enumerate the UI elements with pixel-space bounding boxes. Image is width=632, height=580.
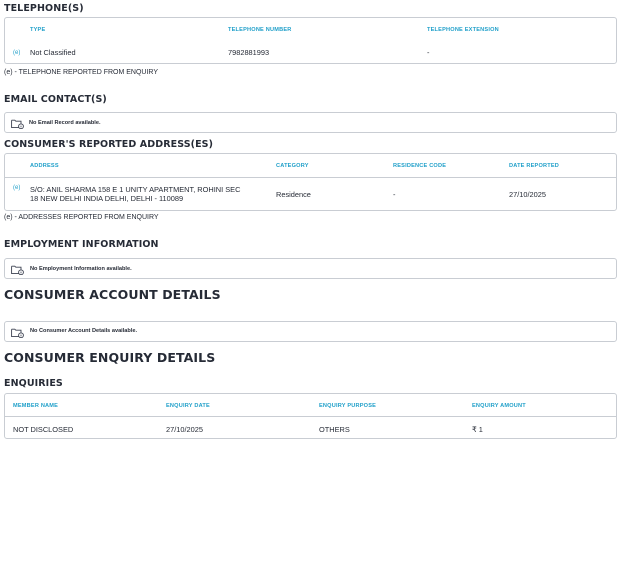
address-line-1: S/O: ANIL SHARMA 158 E 1 UNITY APARTMENT, ROHINI SEC: [30, 185, 241, 194]
telephones-title: TELEPHONE(S): [4, 3, 84, 14]
employment-title: EMPLOYMENT INFORMATION: [4, 239, 159, 250]
col-residence-code-header: RESIDENCE CODE: [393, 163, 447, 169]
header-divider: [5, 177, 616, 178]
enquiries-subtitle: ENQUIRIES: [4, 378, 63, 389]
address-line-2: 18 NEW DELHI INDIA DELHI, DELHI - 110089: [30, 194, 184, 203]
employment-empty-text: No Employment Information available.: [30, 266, 132, 272]
email-empty-text: No Email Record available.: [29, 120, 101, 126]
telephones-table: [4, 17, 617, 64]
col-member-name-header: MEMBER NAME: [13, 403, 59, 409]
enquiry-marker: (e): [13, 185, 21, 191]
addresses-table: [4, 153, 617, 211]
header-divider: [5, 416, 616, 417]
col-enquiry-purpose-header: ENQUIRY PURPOSE: [319, 403, 377, 409]
email-title: EMAIL CONTACT(S): [4, 94, 107, 105]
col-type-header: TYPE: [30, 27, 46, 33]
col-date-reported-header: DATE REPORTED: [509, 163, 560, 169]
col-address-header: ADDRESS: [30, 163, 59, 169]
enquiry-details-title: CONSUMER ENQUIRY DETAILS: [4, 350, 216, 365]
address-residence-code: -: [393, 190, 396, 199]
addresses-note: (e) - ADDRESSES REPORTED FROM ENQUIRY: [4, 214, 159, 221]
enquiry-marker: (e): [13, 50, 21, 56]
enquiry-member-name: NOT DISCLOSED: [13, 425, 74, 434]
enquiry-purpose: OTHERS: [319, 425, 350, 434]
folder-info-icon: [11, 327, 24, 338]
accounts-empty-box: [4, 321, 617, 342]
telephones-note: (e) - TELEPHONE REPORTED FROM ENQUIRY: [4, 69, 159, 76]
accounts-empty-text: No Consumer Account Details available.: [30, 328, 138, 334]
address-date-reported: 27/10/2025: [509, 190, 546, 199]
folder-info-icon: [11, 264, 24, 275]
accounts-title: CONSUMER ACCOUNT DETAILS: [4, 287, 221, 302]
col-enquiry-date-header: ENQUIRY DATE: [166, 403, 210, 409]
telephone-extension: -: [427, 48, 430, 57]
enquiries-table: [4, 393, 617, 439]
folder-info-icon: [11, 118, 24, 129]
employment-empty-box: [4, 258, 617, 279]
enquiry-amount: ₹ 1: [472, 425, 483, 434]
col-enquiry-amount-header: ENQUIRY AMOUNT: [472, 403, 526, 409]
addresses-title: CONSUMER'S REPORTED ADDRESS(ES): [4, 139, 214, 150]
enquiry-date: 27/10/2025: [166, 425, 203, 434]
col-telephone-number-header: TELEPHONE NUMBER: [228, 27, 292, 33]
telephone-type: Not Classified: [30, 48, 76, 57]
col-category-header: CATEGORY: [276, 163, 309, 169]
telephone-number: 7982881993: [228, 48, 270, 57]
email-empty-box: [4, 112, 617, 133]
col-telephone-extension-header: TELEPHONE EXTENSION: [427, 27, 499, 33]
address-category: Residence: [276, 190, 311, 199]
